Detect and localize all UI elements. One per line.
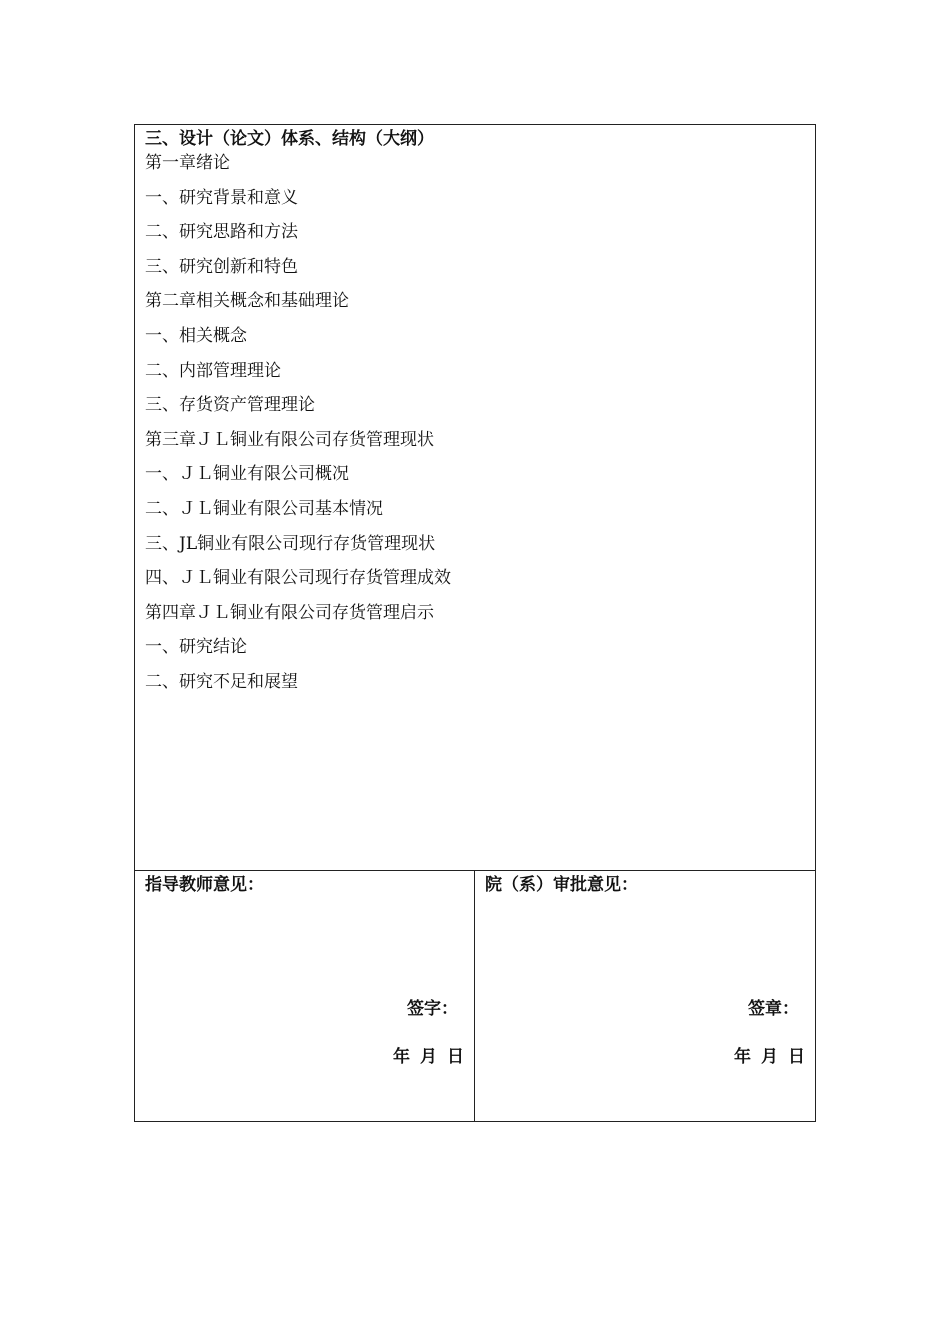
department-date-day: 日 [788, 1047, 805, 1067]
outline-item: 一、研究背景和意义 [145, 187, 298, 208]
advisor-date-month: 月 [420, 1047, 437, 1067]
advisor-opinion-title: 指导教师意见： [145, 875, 264, 895]
outline-item: 三、存货资产管理理论 [145, 395, 315, 416]
outline-item: 二、研究思路和方法 [145, 222, 298, 243]
department-date-line [734, 1045, 805, 1069]
outline-item: 二、研究不足和展望 [145, 671, 298, 692]
department-date-month: 月 [761, 1047, 778, 1067]
outline-item: 二、ＪＬ铜业有限公司基本情况 [145, 498, 383, 519]
advisor-date-day: 日 [447, 1047, 464, 1067]
outline-item: 二、内部管理理论 [145, 360, 281, 381]
advisor-date-line [393, 1045, 464, 1069]
outline-item: 一、相关概念 [145, 325, 247, 346]
department-approval-cell [475, 871, 815, 1121]
outline-list [145, 149, 451, 703]
department-seal-label: 签章： [748, 999, 799, 1019]
advisor-signature-label: 签字： [407, 999, 458, 1019]
outline-item: 四、ＪＬ铜业有限公司现行存货管理成效 [145, 568, 451, 589]
outline-title: 三、设计（论文）体系、结构（大纲） [145, 129, 434, 149]
thesis-proposal-form [134, 124, 816, 1122]
outline-item: 第二章相关概念和基础理论 [145, 291, 349, 312]
outline-item: 一、ＪＬ铜业有限公司概况 [145, 464, 349, 485]
outline-item: 第四章ＪＬ铜业有限公司存货管理启示 [145, 602, 434, 623]
outline-item: 三、研究创新和特色 [145, 256, 298, 277]
advisor-opinion-cell [135, 871, 475, 1121]
department-date-year: 年 [734, 1047, 751, 1067]
advisor-date-year: 年 [393, 1047, 410, 1067]
outline-item: 第三章ＪＬ铜业有限公司存货管理现状 [145, 429, 434, 450]
outline-item: 三、JL铜业有限公司现行存货管理现状 [145, 533, 436, 554]
outline-item: 第一章绪论 [145, 153, 230, 173]
outline-section [135, 125, 815, 871]
outline-item: 一、研究结论 [145, 637, 247, 658]
department-approval-title: 院（系）审批意见： [485, 875, 638, 895]
